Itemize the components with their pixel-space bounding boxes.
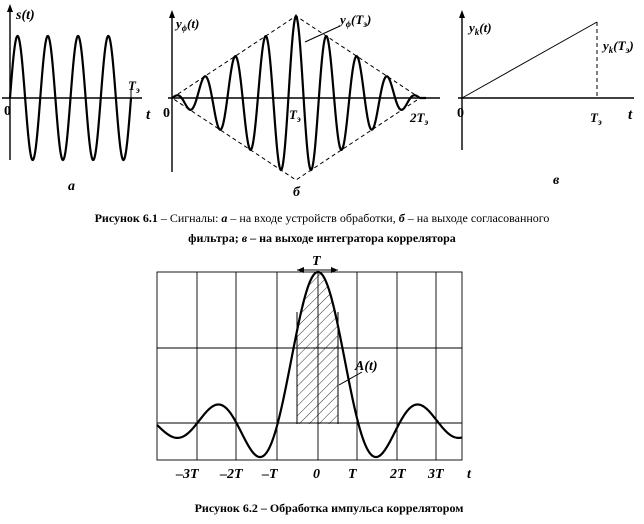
panel-b-mid-label: $T_э$ [289, 107, 301, 124]
fig2-tick-label: 0 [313, 467, 320, 482]
fig2-tick-label: –T [262, 467, 278, 482]
panel-b-y-arrow [169, 10, 175, 18]
panel-c-ylabel: $y_k(t)$ [469, 20, 492, 37]
fig1-caption-line2: фильтра; в – на выходе интегратора коррелятора [188, 231, 456, 245]
fig2-tick-label: t [467, 467, 471, 482]
panel-b-matched-filter-output [172, 16, 429, 170]
panel-a-t-label: t [146, 107, 151, 123]
panel-c-peak-label: $y_k(T_э)$ [603, 38, 634, 55]
panel-b-peak-label: $y_\phi(T_э)$ [340, 12, 372, 29]
fig2-tick-label: –2T [220, 467, 243, 482]
panel-b [163, 10, 440, 200]
panel-b-end-label: $2T_э$ [410, 110, 429, 127]
fig2-width-label: T [312, 254, 321, 269]
fig1-caption-line1: Рисунок 6.1 – Сигналы: а – на входе устройств обработки, б – на выходе согласованного [94, 211, 550, 225]
fig2-hatched-area [297, 272, 338, 424]
panel-b-letter: б [293, 185, 300, 200]
fig2-tick-label: 3T [428, 467, 444, 482]
fig2 [157, 254, 472, 482]
panel-c-end-label: $T_э$ [590, 110, 602, 127]
panel-a-y-arrow [7, 4, 13, 12]
panel-c [457, 10, 634, 188]
fig2-tick-label: T [348, 467, 357, 482]
panel-b-origin: 0 [163, 106, 170, 121]
panel-a [2, 4, 151, 194]
panel-a-origin: 0 [4, 104, 11, 119]
panel-b-peak-leader [305, 26, 340, 42]
panel-c-origin: 0 [457, 106, 464, 121]
fig2-tick-label: –3T [176, 467, 199, 482]
fig2-caption: Рисунок 6.2 – Обработка импульса коррелятором [194, 501, 464, 515]
fig2-curve-label: A(t) [355, 359, 378, 374]
panel-c-y-arrow [459, 10, 465, 18]
panel-b-ylabel: $y_\phi(t)$ [176, 16, 200, 33]
panel-c-t-label: t [628, 107, 633, 123]
panel-a-period-label: $T_э$ [128, 78, 140, 95]
panel-a-letter: а [68, 179, 75, 194]
panel-c-letter: в [553, 173, 560, 188]
panel-a-ylabel: s(t) [16, 8, 35, 23]
fig2-tick-label: 2T [390, 467, 406, 482]
fig2-tick-labels [175, 467, 472, 482]
